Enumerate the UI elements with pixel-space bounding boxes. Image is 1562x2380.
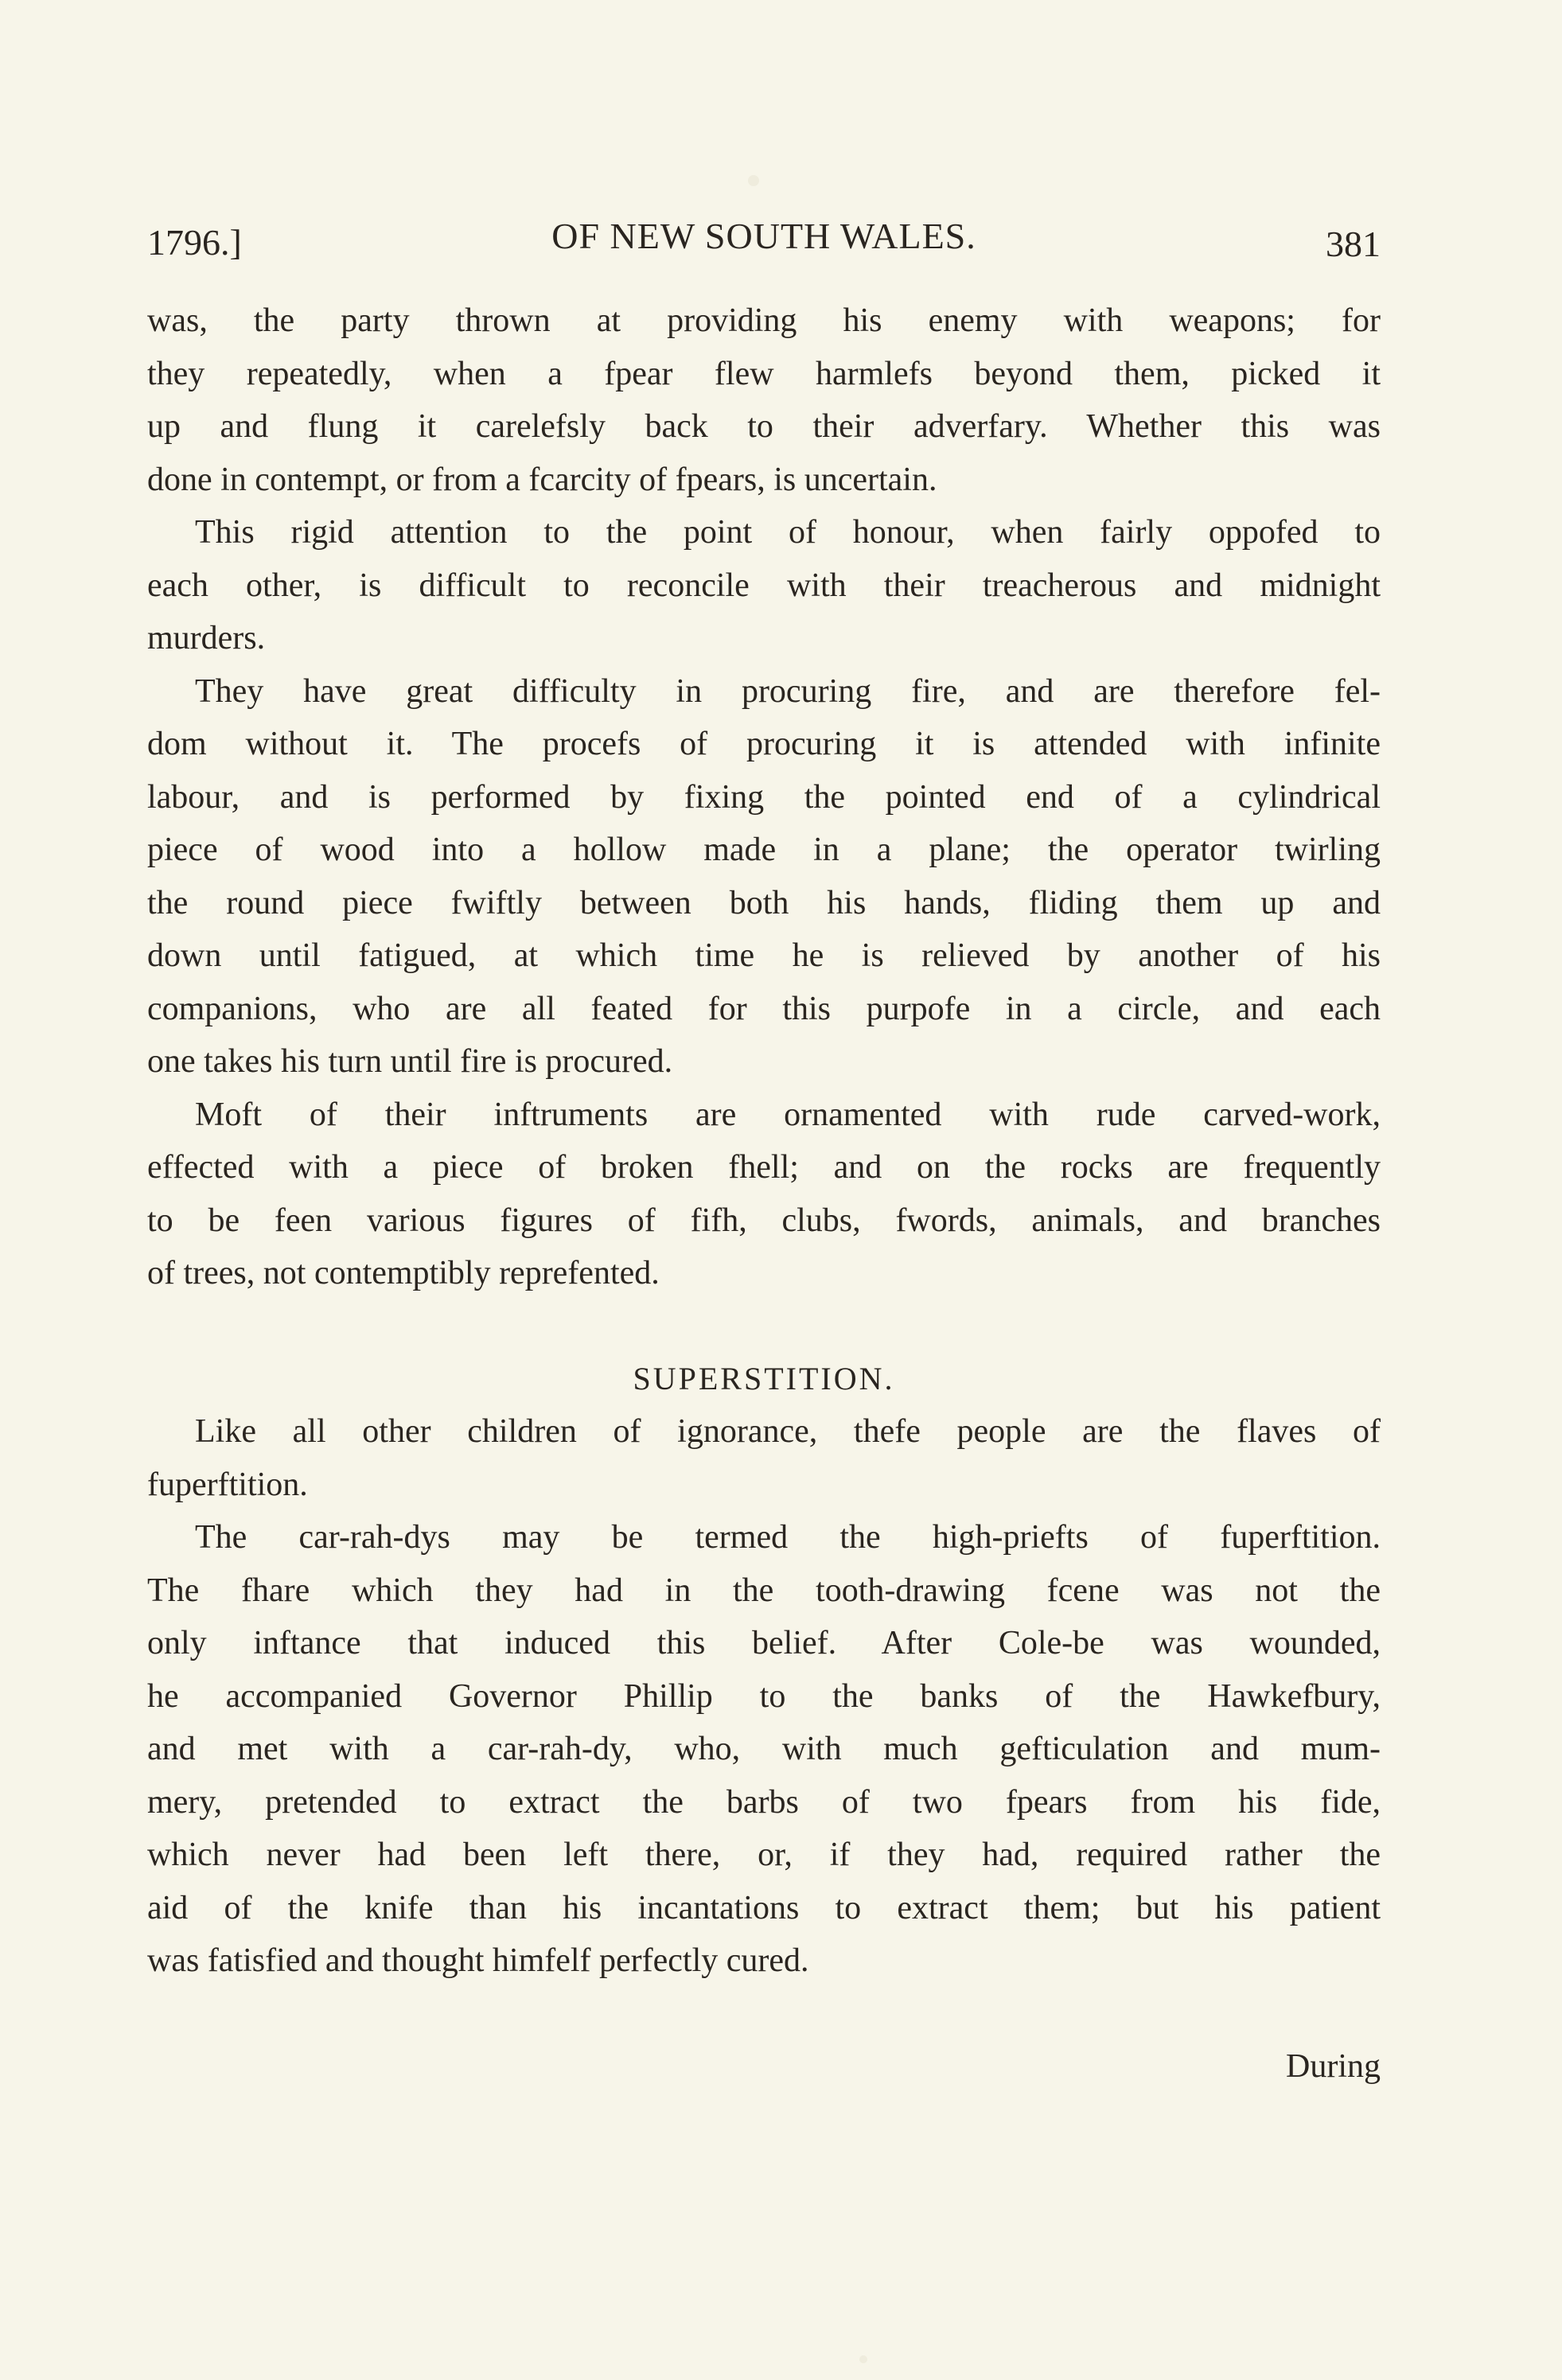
text-line: to be feen various figures of fifh, clubs, fwords, animals, and branches (147, 1202, 1381, 1239)
text-line: aid of the knife than his incantations to extract them; but his patient (147, 1889, 1381, 1926)
paragraph (147, 1089, 1381, 1300)
text-line: effected with a piece of broken fhell; and on the rocks are frequently (147, 1149, 1381, 1186)
text-line: fuperftition. (147, 1466, 308, 1503)
text-line: mery, pretended to extract the barbs of two fpears from his fide, (147, 1783, 1381, 1821)
paragraph (147, 1405, 1381, 1511)
text-line: They have great difficulty in procuring fire, and are therefore fel- (195, 672, 1381, 710)
text-line: only inftance that induced this belief. After Cole-be was wounded, (147, 1625, 1381, 1661)
paragraph (147, 1511, 1381, 1988)
text-line: The fhare which they had in the tooth-drawing fcene was not the (147, 1572, 1381, 1609)
text-line: the round piece fwiftly between both his hands, fliding them up and (147, 884, 1381, 921)
body-text (147, 294, 1381, 2093)
page-number: 381 (1326, 224, 1381, 264)
text-line: The car-rah-dys may be termed the high-priefts of fuperftition. (195, 1519, 1381, 1556)
paragraph (147, 665, 1381, 1089)
page-header (147, 215, 1381, 271)
text-line: each other, is difficult to reconcile with their treacherous and midnight (147, 567, 1381, 604)
text-line: done in contempt, or from a fcarcity of fpears, is uncertain. (147, 461, 937, 498)
text-line: and met with a car-rah-dy, who, with much gefticulation and mum- (147, 1731, 1381, 1767)
paragraph (147, 506, 1381, 665)
running-title: OF NEW SOUTH WALES. (551, 216, 976, 256)
text-line: murders. (147, 620, 266, 656)
text-line: labour, and is performed by fixing the pointed end of a cylindrical (147, 778, 1381, 816)
foxing-spot (859, 2355, 867, 2363)
text-line: one takes his turn until fire is procured. (147, 1043, 673, 1080)
text-line: up and flung it carelefsly back to their adverfary. Whether this was (147, 408, 1381, 445)
text-line: Moft of their inftruments are ornamented with rude carved-work, (195, 1096, 1381, 1133)
header-year: 1796.] (147, 222, 242, 263)
section-heading: SUPERSTITION. (633, 1360, 895, 1396)
text-line: he accompanied Governor Phillip to the banks of the Hawkefbury, (147, 1677, 1381, 1715)
text-line: dom without it. The procefs of procuring it is attended with infinite (147, 726, 1381, 762)
text-line: piece of wood into a hollow made in a plane; the operator twirling (147, 832, 1381, 868)
text-line: which never had been left there, or, if they had, required rather the (147, 1837, 1381, 1873)
text-line: was fatisfied and thought himfelf perfectly cured. (147, 1942, 809, 1979)
text-line: This rigid attention to the point of honour, when fairly oppofed to (195, 514, 1381, 551)
text-line: they repeatedly, when a fpear flew harmlefs beyond them, picked it (147, 355, 1381, 392)
text-line: down until fatigued, at which time he is relieved by another of his (147, 937, 1381, 974)
foxing-spot (748, 175, 759, 186)
text-line: of trees, not contemptibly reprefented. (147, 1255, 660, 1291)
paragraph (147, 294, 1381, 506)
text-line: companions, who are all feated for this purpofe in a circle, and each (147, 990, 1381, 1027)
catchword: During (1286, 2047, 1381, 2085)
text-line: was, the party thrown at providing his enemy with weapons; for (147, 302, 1381, 339)
text-line: Like all other children of ignorance, thefe people are the flaves of (195, 1413, 1381, 1450)
